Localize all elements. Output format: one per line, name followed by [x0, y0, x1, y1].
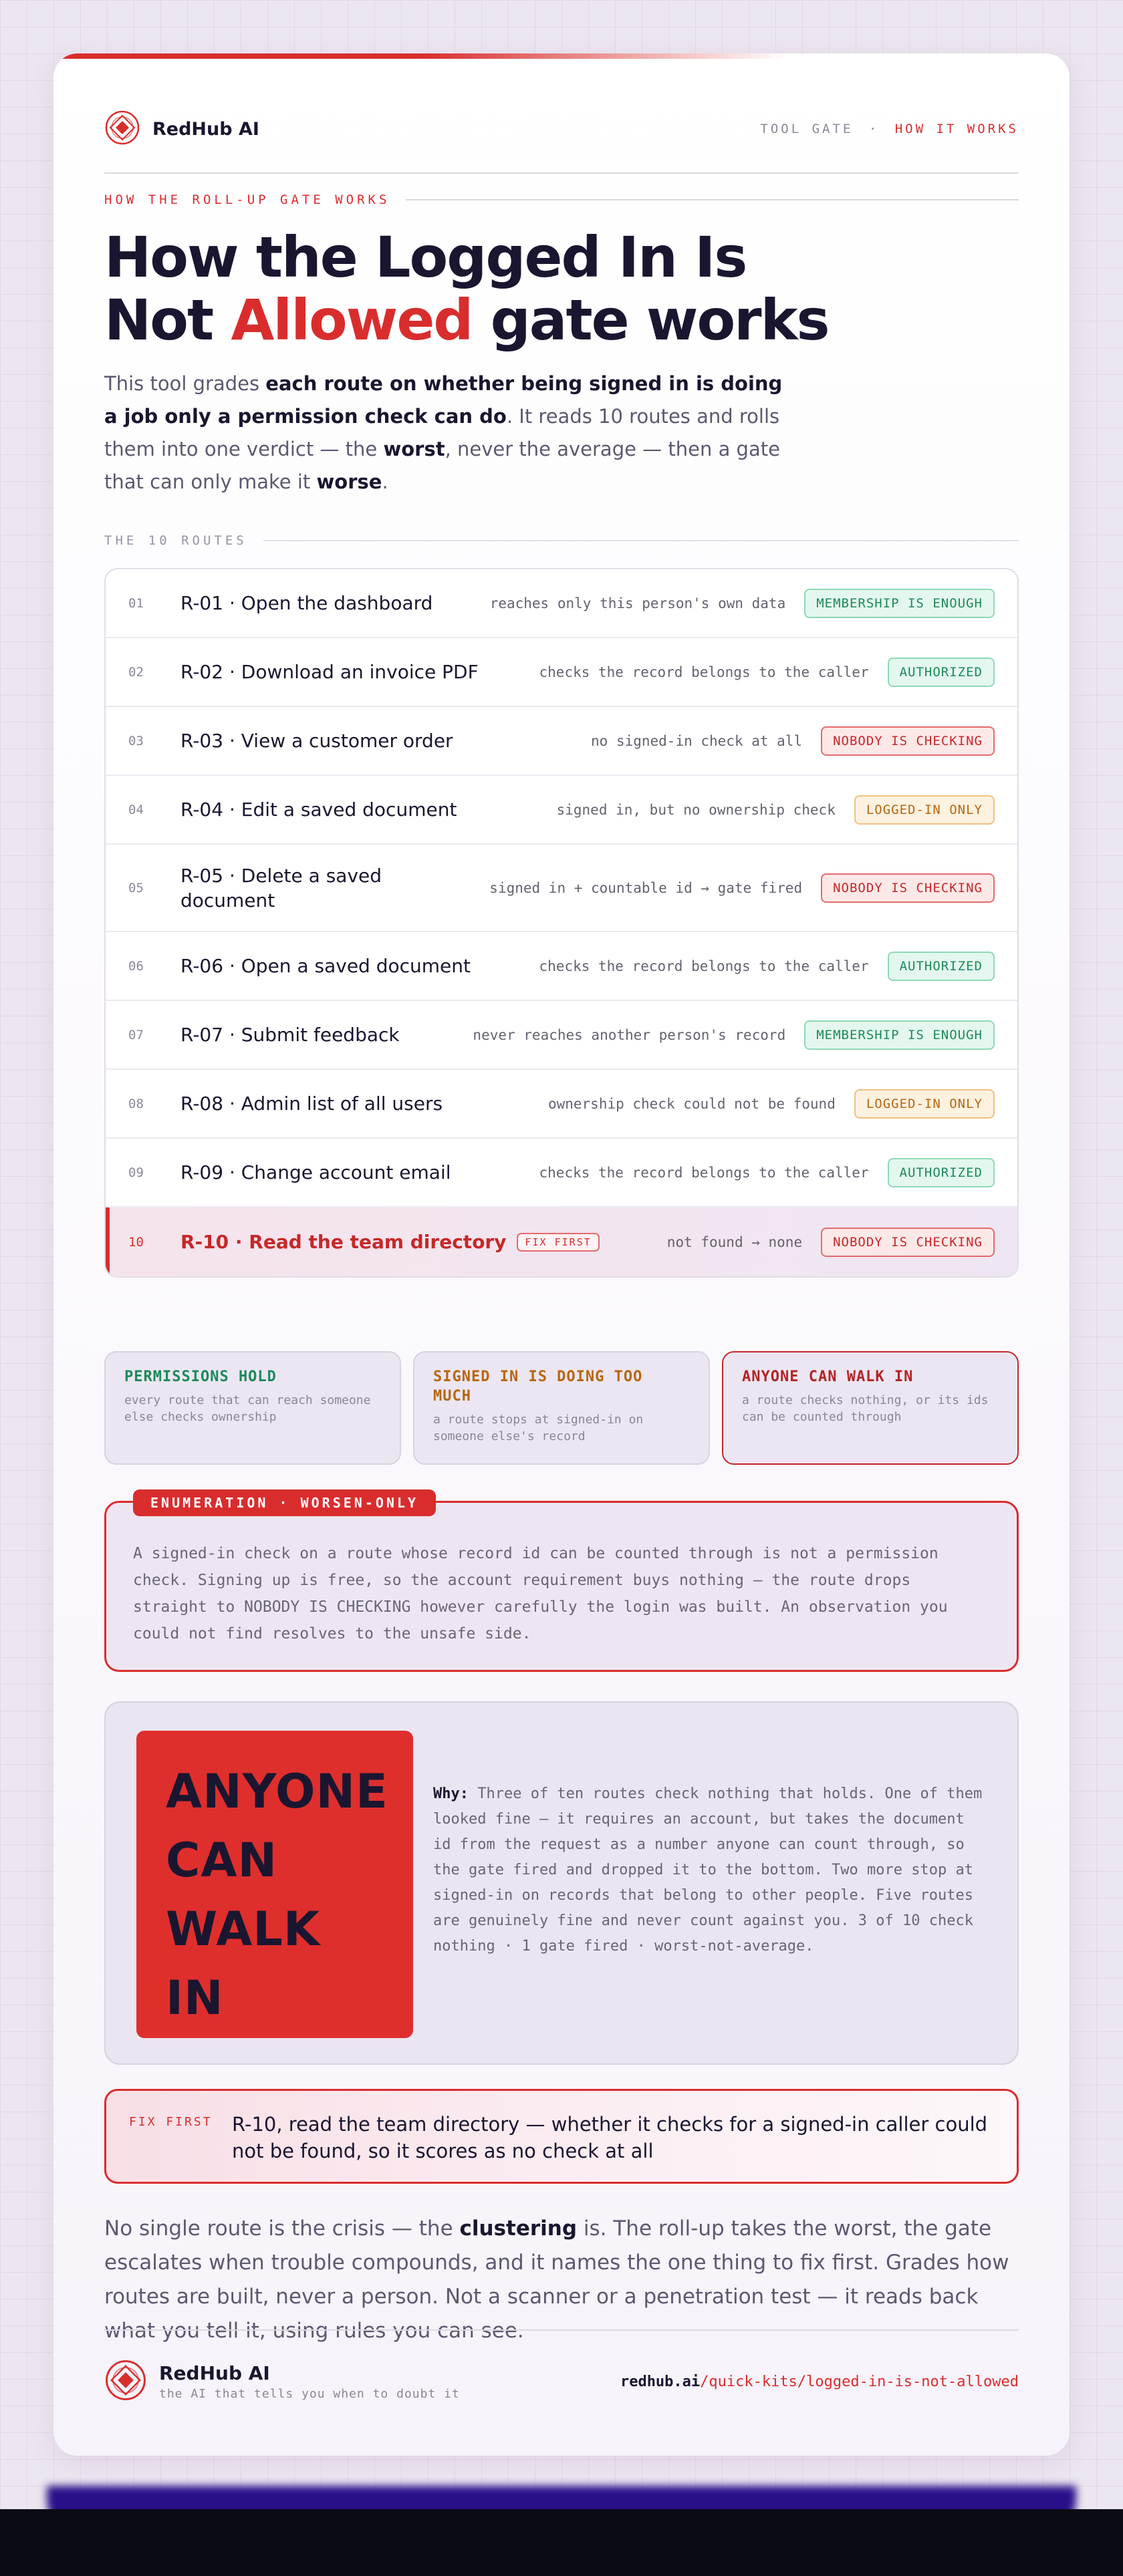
- redhub-logo-icon: [104, 2359, 147, 2404]
- route-note: no signed-in check at all: [591, 732, 803, 749]
- intro-paragraph: This tool grades each route on whether being signed in is doing a job only a permission check can do. It reads 10 routes and rolls them into one verdict — the worst, never the average — then a gate that can only make it worse.: [104, 372, 783, 493]
- route-row[interactable]: [106, 1001, 1017, 1070]
- routes-list: [104, 568, 1019, 1278]
- route-number: 01: [128, 595, 144, 611]
- route-name: R-07 · Submit feedback: [180, 1024, 400, 1046]
- route-row[interactable]: [106, 1139, 1017, 1207]
- verdict-explanation: Why: Three of ten routes check nothing that holds. One of them looked fine — it requires an account, but takes the document id from the request as a number anyone can count through, so the gate fired and dropped it to the bottom. Two more stop at signed-in on records that belong to other people. Five routes are genuinely fine and never count against you. 3 of 10 check nothing · 1 gate fired · worst-not-average.: [433, 1785, 983, 1955]
- enumeration-callout: [104, 1495, 1019, 1672]
- title-line-2-pre: Not: [104, 287, 231, 353]
- eyebrow: [104, 192, 1019, 207]
- nav-tool-gate[interactable]: TOOL GATE: [760, 122, 854, 136]
- status-badge: AUTHORIZED: [888, 1158, 995, 1187]
- route-number: 06: [128, 958, 144, 974]
- footer: [104, 2329, 1019, 2404]
- route-number: 02: [128, 664, 144, 680]
- verdict-word: WALK: [166, 1902, 321, 1957]
- status-badge: MEMBERSHIP IS ENOUGH: [804, 589, 995, 618]
- route-number: 10: [128, 1234, 144, 1250]
- enumeration-text: A signed-in check on a route whose record id can be counted through is not a permission check. Signing up is free, so the account requirement buys nothing — the route drops straight to NOBODY IS CHECKING however carefully the login was built. An observation you could not find resolves to the unsafe side.: [133, 1545, 948, 1642]
- routes-section-label: THE 10 ROUTES: [104, 533, 1019, 548]
- route-row[interactable]: [106, 845, 1017, 932]
- legend-anyone-can-walk-in: ANYONE CAN WALK IN a route checks nothing, or its ids can be counted through: [722, 1351, 1019, 1465]
- enumeration-tag: ENUMERATION · WORSEN-ONLY: [133, 1489, 436, 1516]
- route-note: checks the record belongs to the caller: [539, 958, 869, 974]
- verdict-word: CAN: [166, 1833, 278, 1888]
- route-number: 04: [128, 802, 144, 817]
- route-number: 07: [128, 1027, 144, 1042]
- page-title: [104, 226, 906, 351]
- route-note: not found → none: [666, 1234, 803, 1250]
- header: [104, 100, 1019, 174]
- nav-separator: ·: [868, 122, 880, 136]
- route-name: R-10 · Read the team directory: [180, 1231, 507, 1253]
- status-badge: LOGGED-IN ONLY: [854, 795, 995, 825]
- route-note: signed in, but no ownership check: [556, 801, 836, 818]
- route-note: ownership check could not be found: [547, 1095, 836, 1112]
- status-badge: NOBODY IS CHECKING: [821, 1228, 995, 1257]
- status-badge: MEMBERSHIP IS ENOUGH: [804, 1020, 995, 1050]
- route-name: R-09 · Change account email: [180, 1161, 451, 1183]
- verdict-word: IN: [166, 1971, 224, 2025]
- route-row[interactable]: [106, 707, 1017, 776]
- route-name: R-03 · View a customer order: [180, 730, 453, 752]
- fix-first-callout: [104, 2089, 1019, 2184]
- route-name: R-08 · Admin list of all users: [180, 1093, 443, 1115]
- status-badge: NOBODY IS CHECKING: [821, 873, 995, 903]
- top-nav: [760, 122, 1019, 136]
- route-note: reaches only this person's own data: [489, 595, 786, 611]
- page-card: [53, 53, 1070, 2456]
- closing-paragraph: No single route is the crisis — the clustering is. The roll-up takes the worst, the gate escalates when trouble compounds, and it names the one thing to fix first. Grades how routes are built, never a person. Not a scanner or a penetration test — it reads back what you tell it, using rules you can see.: [104, 2216, 1009, 2343]
- route-note: signed in + countable id → gate fired: [489, 879, 803, 896]
- route-number: 03: [128, 733, 144, 748]
- fix-first-tag: FIX FIRST: [517, 1233, 599, 1252]
- footer-url-link[interactable]: redhub.ai/quick-kits/logged-in-is-not-allowed: [620, 2373, 1019, 2390]
- route-number: 09: [128, 1165, 144, 1180]
- footer-brand[interactable]: [104, 2359, 460, 2404]
- route-name: R-02 · Download an invoice PDF: [180, 661, 479, 683]
- nav-how-it-works[interactable]: HOW IT WORKS: [894, 122, 1019, 136]
- route-number: 05: [128, 880, 144, 895]
- footer-tagline: the AI that tells you when to doubt it: [159, 2387, 460, 2401]
- route-name: R-01 · Open the dashboard: [180, 592, 433, 614]
- route-note: never reaches another person's record: [473, 1026, 786, 1043]
- title-line-2-post: gate works: [472, 287, 829, 353]
- route-row[interactable]: [106, 638, 1017, 707]
- verdict-legend: [104, 1351, 1019, 1465]
- route-row[interactable]: [106, 569, 1017, 638]
- status-badge: LOGGED-IN ONLY: [854, 1089, 995, 1119]
- legend-permissions-hold: PERMISSIONS HOLD every route that can reach someone else checks ownership: [104, 1351, 401, 1465]
- verdict-block: [136, 1731, 413, 2038]
- footer-brand-name: RedHub AI: [159, 2362, 270, 2384]
- redhub-logo-icon: [104, 110, 140, 148]
- verdict-panel: [104, 1701, 1019, 2065]
- route-row-highlighted[interactable]: [106, 1207, 1017, 1276]
- route-row[interactable]: [106, 932, 1017, 1001]
- route-name: R-04 · Edit a saved document: [180, 799, 457, 821]
- fix-first-text: R-10, read the team directory — whether it checks for a signed-in caller could not be found, so it scores as no check at all: [232, 2113, 988, 2162]
- brand-name: RedHub AI: [152, 118, 259, 140]
- fix-first-label: FIX FIRST: [129, 2115, 213, 2129]
- legend-signed-in-too-much: SIGNED IN IS DOING TOO MUCH a route stops at signed-in on someone else's record: [413, 1351, 710, 1465]
- status-badge: AUTHORIZED: [888, 952, 995, 981]
- route-number: 08: [128, 1096, 144, 1111]
- route-name: R-05 · Delete a saved document: [180, 864, 382, 911]
- status-badge: NOBODY IS CHECKING: [821, 726, 995, 756]
- brand[interactable]: [104, 110, 259, 148]
- verdict-word: ANYONE: [166, 1764, 388, 1819]
- status-badge: AUTHORIZED: [888, 658, 995, 687]
- route-name: R-06 · Open a saved document: [180, 955, 471, 977]
- title-accent: Allowed: [231, 287, 473, 353]
- route-row[interactable]: [106, 776, 1017, 845]
- route-note: checks the record belongs to the caller: [539, 664, 869, 680]
- route-row[interactable]: [106, 1070, 1017, 1139]
- route-note: checks the record belongs to the caller: [539, 1164, 869, 1181]
- title-line-1: How the Logged In Is: [104, 225, 747, 290]
- eyebrow-label: HOW THE ROLL-UP GATE WORKS: [104, 192, 390, 207]
